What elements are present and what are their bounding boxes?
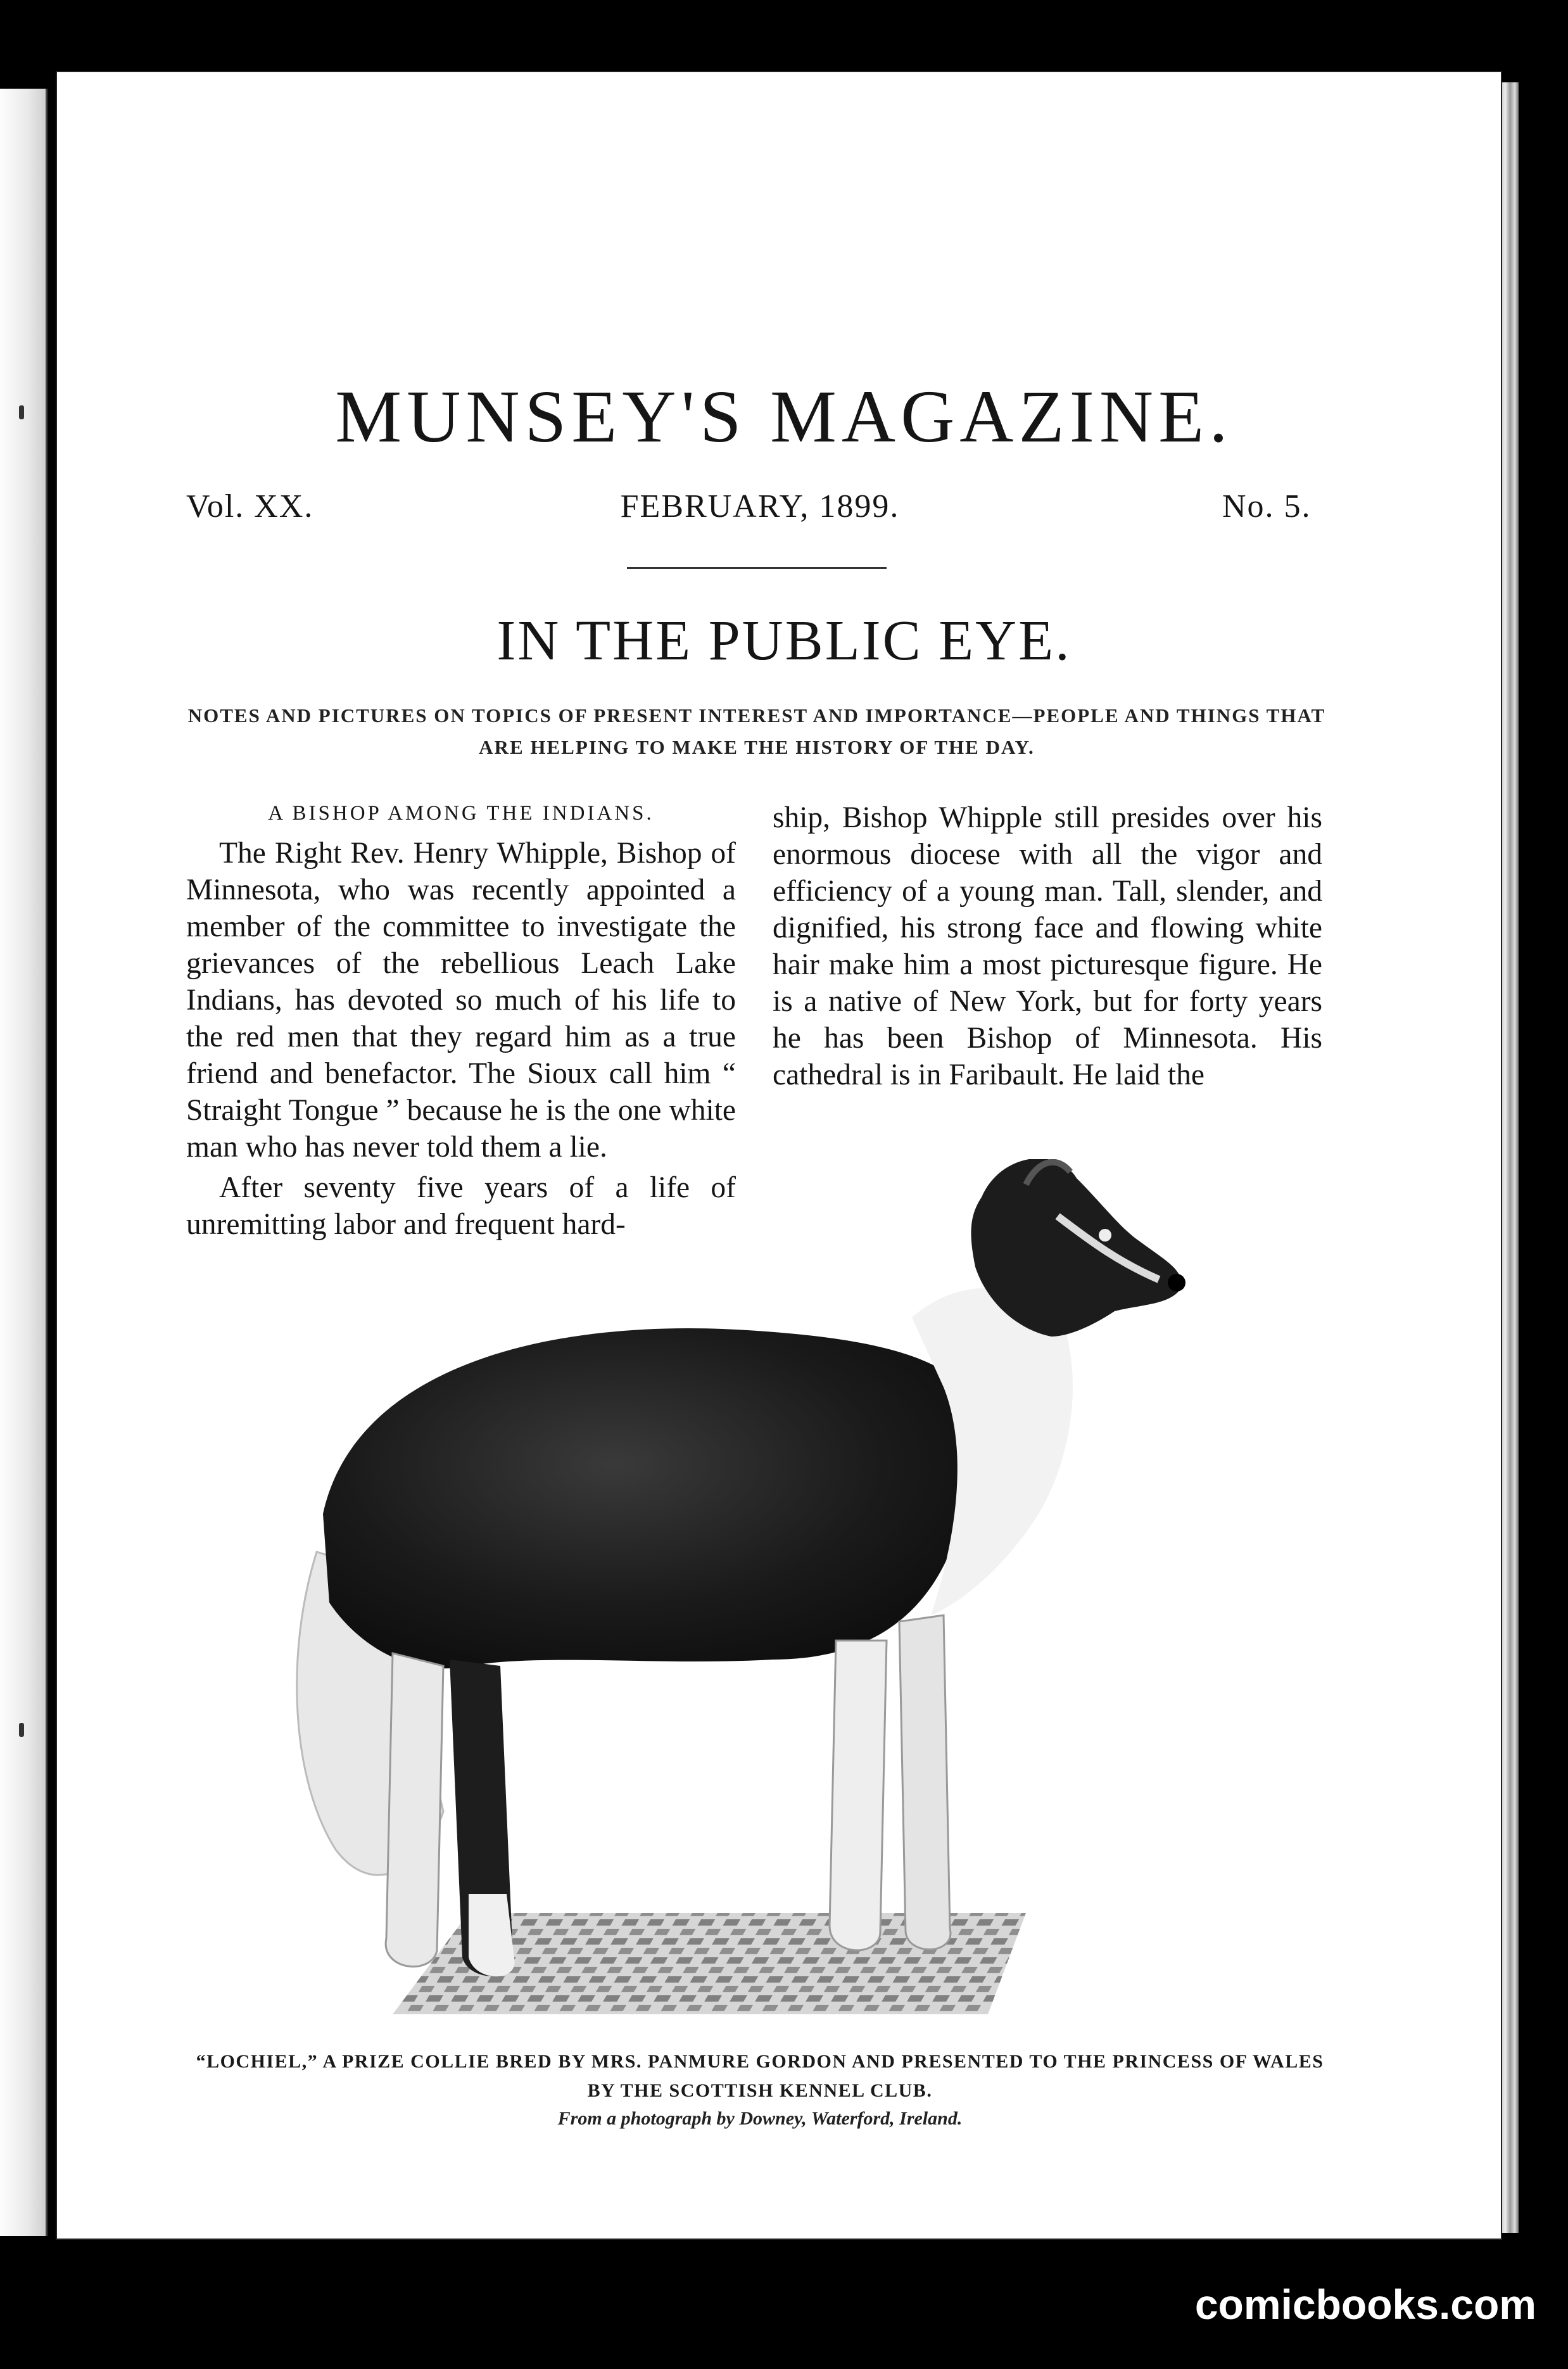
- article-subheadline: NOTES AND PICTURES ON TOPICS OF PRESENT INTEREST AND IMPORTANCE—PEOPLE AND THINGS THAT ARE HELPING TO MAKE THE HISTORY OF THE DAY.: [187, 704, 1326, 758]
- dog-nose: [1168, 1274, 1185, 1292]
- margin-mark: [19, 1723, 24, 1737]
- collie-dog-photo: [279, 1159, 1241, 2040]
- body-paragraph: After seventy five years of a life of unremitting labor and frequent hard-: [186, 1171, 736, 1241]
- issue-date: FEBRUARY, 1899.: [620, 488, 900, 524]
- section-title: A BISHOP AMONG THE INDIANS.: [268, 802, 654, 825]
- body-paragraph: The Right Rev. Henry Whipple, Bishop of Minnesota, who was recently appointed a member of the committee to investigate the grievances of the rebellious Leach Lake Indians, has devoted so much of his life to the red men that they regard him as a true friend and benefactor. The Sioux call him “ Straight Tongue ” because he is the one white man who has never told them a lie.: [186, 837, 736, 1164]
- magazine-title: MUNSEY'S MAGAZINE.: [335, 375, 1233, 458]
- dog-head: [971, 1159, 1181, 1337]
- article-headline: IN THE PUBLIC EYE.: [496, 609, 1072, 672]
- body-paragraph: ship, Bishop Whipple still presides over his enormous diocese with all the vigor and efficiency of a young man. Tall, slender, and dignified, his strong face and flowing white hair make him a most picturesque figure. He is a native of New York, but for forty years he has been Bishop of Minnesota. His cathedral is in Faribault. He laid the: [773, 801, 1322, 1091]
- divider-rule: [627, 567, 887, 569]
- dog-front-leg: [899, 1615, 951, 1950]
- volume-number: Vol. XX.: [186, 488, 314, 524]
- photo-credit: From a photograph by Downey, Waterford, Ireland.: [557, 2108, 963, 2129]
- right-column: [773, 799, 1322, 1093]
- dog-paw: [469, 1894, 515, 1976]
- dog-hind-leg: [386, 1653, 443, 1967]
- dog-body: [323, 1328, 970, 1668]
- dog-eye: [1099, 1229, 1111, 1242]
- dog-front-leg: [830, 1641, 887, 1950]
- site-watermark: comicbooks.com: [1194, 2281, 1536, 2328]
- figure-caption: “LOCHIEL,” A PRIZE COLLIE BRED BY MRS. PANMURE GORDON AND PRESENTED TO THE PRINCESS OF WALES BY THE SCOTTISH KENNEL CLUB.: [196, 2051, 1324, 2101]
- issue-number: No. 5.: [1222, 488, 1312, 524]
